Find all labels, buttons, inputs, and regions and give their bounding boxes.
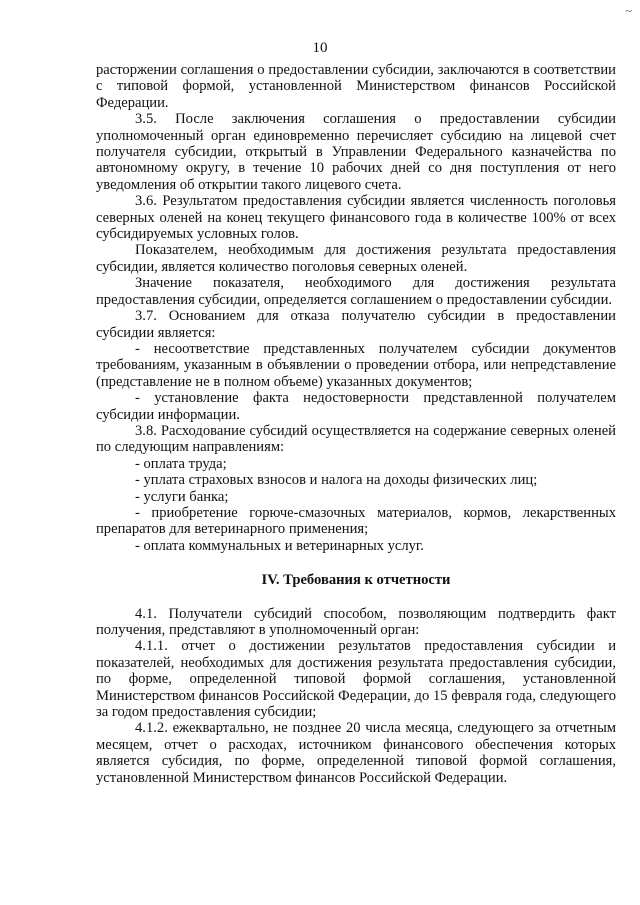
paragraph-p-3-7-a: - несоответствие представленных получателем субсидии документов требованиям, указанным в объявлении о проведении отбора, или непредставление (представление не в полном объеме) указанных документов; (96, 340, 616, 390)
paragraph-p-3-8-d: - приобретение горюче-смазочных материалов, кормов, лекарственных препаратов для ветеринарного применения; (96, 504, 616, 538)
paragraph-p-3-7-b: - установление факта недостоверности представленной получателем субсидии информации. (96, 390, 616, 423)
paragraph-p-3-5: 3.5. После заключения соглашения о предоставлении субсидии уполномоченный орган единовременно перечисляет субсидию на лицевой счет получателя субсидии, открытый в Управлении Федерального казначейства по автономному округу, в течение 10 рабочих дней со дня поступления от него уведомления об открытии такого лицевого счета. (96, 111, 616, 193)
paragraph-p-3-7: 3.7. Основанием для отказа получателю субсидии в предоставлении субсидии является: (96, 308, 616, 341)
paragraph-p-indicator: Показателем, необходимым для достижения результата предоставления субсидии, является количество поголовья северных оленей. (96, 242, 616, 275)
corner-mark: ~ (625, 4, 632, 18)
paragraph-p-3-8-b: - уплата страховых взносов и налога на доходы физических лиц; (135, 472, 538, 489)
section-heading: IV. Требования к отчетности (261, 572, 451, 589)
paragraph-p-3-8-c: - услуги банка; (135, 488, 229, 505)
paragraph-p-3-8-e: - оплата коммунальных и ветеринарных услуг. (135, 537, 424, 554)
document-body (96, 62, 616, 786)
paragraph-p-3-8-a: - оплата труда; (135, 455, 227, 472)
paragraph-p-4-1-2: 4.1.2. ежеквартально, не позднее 20 числа месяца, следующего за отчетным месяцем, отчет о расходах, источником финансового обеспечения которых является субсидия, по форме, определенной типовой формой соглашения, установленной Министерством финансов Российской Федерации. (96, 720, 616, 786)
page-number: 10 (312, 40, 328, 56)
paragraph-p-4-1: 4.1. Получатели субсидий способом, позволяющим подтвердить факт получения, представляют в уполномоченный орган: (96, 605, 616, 638)
paragraph-p-indicator-value: Значение показателя, необходимого для достижения результата предоставления субсидии, определяется соглашением о предоставлении субсидии. (96, 275, 616, 308)
paragraph-p-4-1-1: 4.1.1. отчет о достижении результатов предоставления субсидии и показателей, необходимых для достижения результата предоставления субсидии, по форме, определенной типовой формой соглашения, установленной Министерством финансов Российской Федерации, до 15 февраля года, следующего за годом предоставления субсидии; (96, 638, 616, 721)
paragraph-p-cont: расторжении соглашения о предоставлении субсидии, заключаются в соответствии с типовой формой, установленной Министерством финансов Российской Федерации. (96, 62, 616, 111)
paragraph-p-3-8: 3.8. Расходование субсидий осуществляется на содержание северных оленей по следующим направлениям: (96, 422, 616, 456)
paragraph-p-3-6: 3.6. Результатом предоставления субсидии является численность поголовья северных оленей на конец текущего финансового года в количестве 100% от всех субсидируемых условных голов. (96, 193, 616, 243)
